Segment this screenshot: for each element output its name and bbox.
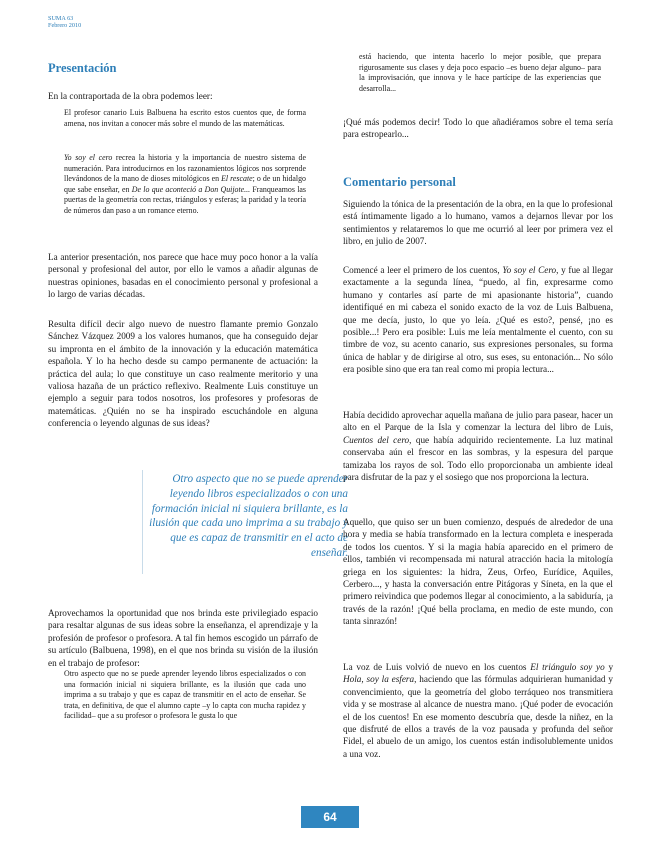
pull-quote-rule: [142, 470, 143, 574]
blockquote-article: Otro aspecto que no se puede aprender leyendo libros especializados o con una formación inicial ni siquiera brillante, es la ilusión que cada uno imprima a su trabajo y que es capaz de transmitir en el acto de enseñar. Se trata, en definitiva, de que el alumno capte –y lo capta con mucha rapidez y facilidad– que a su profesor o profesora le gusta lo que: [64, 669, 306, 721]
body-paragraph: ¡Qué más podemos decir! Todo lo que añadiéramos sobre el tema sería para estropearlo...: [343, 117, 613, 140]
body-paragraph: Aquello, que quiso ser un buen comienzo, después de alrededor de una hora y media se había transformado en la lectura completa e inesperada de todos los cuentos. Y si la magia había aparecido en el primero de ellos, también vi recompensada mi natural atracción hacia la mitología griega en los siguientes: la hidra, Zeus, Orfeo, Eurídice, Aquiles, Cerbero..., y hasta la conversación entre Pitágoras y Síneta, en la que el primero reivindica que podemos llegar al conocimiento, a la sabiduría, ¡a través de la razón! ¡Qué bella proclama, en medio de este mundo, con tanta sinrazón!: [343, 517, 613, 627]
book-title: Yo soy el cero: [64, 153, 113, 162]
pull-quote: Otro aspecto que no se puede aprender leyendo libros especializados o con una formación inicial ni siquiera brillante, es la ilusión que cada uno imprima a su trabajo y que es capaz de transmitir en el acto de enseñar.: [149, 473, 348, 559]
journal-date: Febrero 2010: [48, 22, 82, 30]
intro-paragraph: En la contraportada de la obra podemos leer:: [48, 91, 213, 101]
blockquote-back-cover: El profesor canario Luis Balbuena ha escrito estos cuentos que, de forma amena, nos invitan a conocer más sobre el mundo de las matemáticas.: [64, 108, 306, 128]
body-paragraph: Siguiendo la tónica de la presentación de la obra, en la que lo profesional está íntimamente ligado a lo humano, vamos a dejarnos llevar por los sentimientos y relataremos lo que me ocurrió al leer por primera vez el libro, en julio de 2007.: [343, 199, 613, 247]
book-title: Hola, soy la esfera: [343, 674, 415, 685]
blockquote-stories: Yo soy el cero recrea la historia y la importancia de nuestro sistema de numeración. Para introducirnos en los razonamientos lógicos nos sorprende llevándonos de la mano de dioses mitológicos en El rescate; o de un hidalgo que sabe enseñar, en De lo que aconteció a Don Quijote... Franqueamos las puertas de la geometría con rectas, triángulos y esferas; la paridad y la teoría de números dan paso a un romance eterno.: [64, 153, 306, 215]
body-paragraph: Comencé a leer el primero de los cuentos, Yo soy el Cero, y fue al llegar exactamente a la segunda línea, “puedo, al fin, expresarme como humano y contarles así parte de mi apasionante historia”, cuando identifiqué en mi cabeza el sonido exacto de la voz de Luis Balbuena, que me decía, justo, lo que yo leía. ¿Qué es esto?, pensé, ¡no es posible...! Pero era posible: Luis me leía mentalmente el cuento, con su timbre de voz, su acento canario, sus expresiones personales, su forma única de hablar y de dirigirse al otro, sus eses, su entonación... No sólo era posible sino que era tan real como mi propia lectura...: [343, 265, 613, 375]
journal-header: [48, 15, 81, 30]
blockquote-article-continued: está haciendo, que intenta hacerlo lo mejor posible, que prepara rigurosamente sus clases y deja poco espacio –es bueno dejar alguno– para la improvisación, que innova y le hace partícipe de las experiencias que desarrolla...: [359, 52, 601, 93]
body-paragraph: Resulta difícil decir algo nuevo de nuestro flamante premio Gonzalo Sánchez Vázquez 2009 a los valores humanos, que ha conseguido dejar su impronta en el ámbito de la innovación y la educación matemática española. Y lo ha hecho desde su campo permanente de actuación: la práctica del aula; lo que constituye un caso realmente meritorio y una valiosa hazaña de un práctico reflexivo. Realmente Luis constituye un ejemplo a seguir para todos nosotros, los profesores y profesoras de matemáticas. ¿Quién no se ha inspirado escuchándole en alguna conferencia o leyendo algunas de sus ideas?: [48, 319, 318, 429]
journal-name: SUMA 63: [48, 15, 74, 22]
body-paragraph: Aprovechamos la oportunidad que nos brinda este privilegiado espacio para resaltar algunas de sus ideas sobre la enseñanza, el aprendizaje y la profesión de profesor o profesora. A tal fin hemos escogido un párrafo de su artículo (Balbuena, 1998), en el que nos brinda su visión de la ilusión en el trabajo de profesor:: [48, 608, 318, 668]
book-title: Yo soy el Cero: [502, 265, 557, 275]
book-title: Cuentos del cero: [343, 434, 410, 445]
body-paragraph: Había decidido aprovechar aquella mañana de julio para pasear, hacer un alto en el Parque de la Isla y comenzar la lectura del libro de Luis, Cuentos del cero, que había adquirido recientemente. La luz matinal conservaba aún el frescor en las sombras, y la espesura del parque tamizaba los rayos de sol. Todo ello proporcionaba un ambiente ideal para disfrutar de la paz y el sosiego que nos proporciona la lectura.: [343, 410, 614, 483]
page-number: 64: [301, 806, 359, 828]
section-heading-presentacion: Presentación: [48, 61, 117, 75]
book-title: El triángulo soy yo: [530, 662, 605, 672]
body-paragraph: La voz de Luis volvió de nuevo en los cuentos El triángulo soy yo y Hola, soy la esfera, haciendo que las fórmulas adquirieran humanidad y convencimiento, que la geometría del globo terráqueo nos transmitiera vida y se mostrase al alcance de nuestra mano. ¡Qué poder de evocación el de los cuentos! En ese momento descubría que, desde la niñez, en la que disfruté de ellos a través de la voz pausada y profunda del señor Fidel, el abuelo de un amigo, los cuentos están indisolublemente unidos a una voz.: [343, 662, 614, 759]
section-heading-comentario: Comentario personal: [343, 175, 456, 189]
body-paragraph: La anterior presentación, nos parece que hace muy poco honor a la valía personal y profesional del autor, por ello le vamos a añadir algunas de nuestras opiniones, basadas en el conocimiento personal y profesional a lo largo de varias décadas.: [48, 252, 318, 300]
